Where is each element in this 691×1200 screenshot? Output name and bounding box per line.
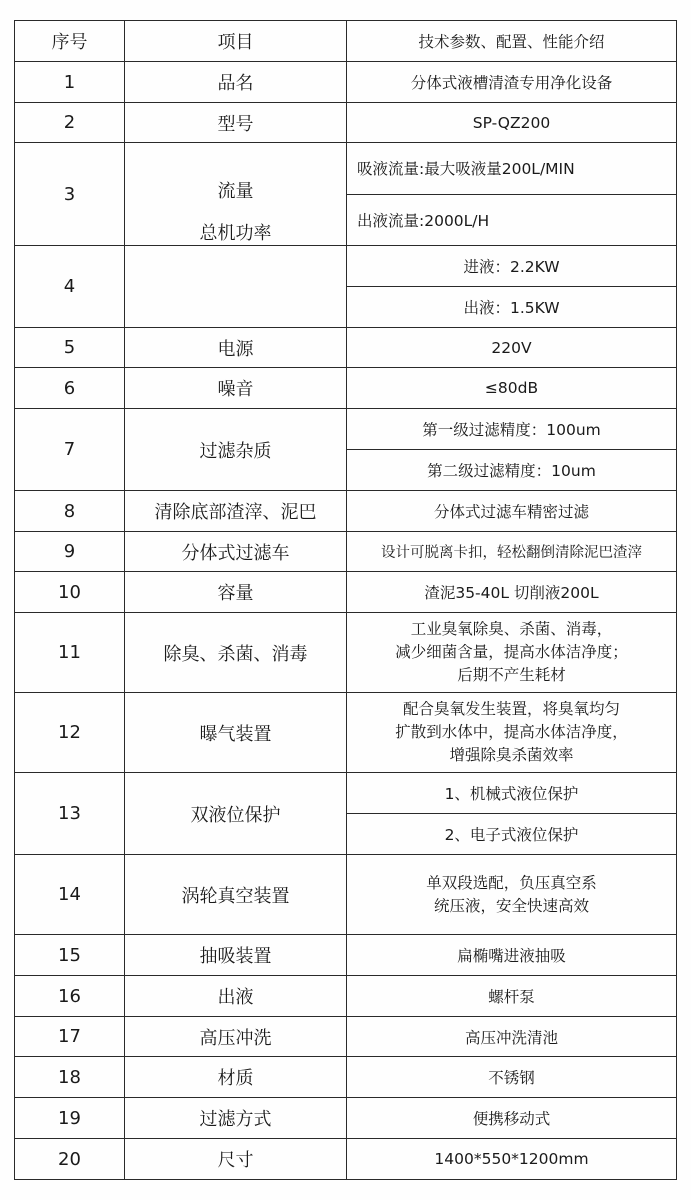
row-param-multiline (347, 613, 677, 693)
table-row (15, 1057, 677, 1098)
row-param: 螺杆泵 (347, 976, 677, 1017)
row-param: 分体式液槽清渣专用净化设备 (347, 62, 677, 103)
table-row (15, 855, 677, 935)
param-line: 扩散到水体中，提高水体洁净度， (395, 723, 628, 741)
row-param: 第二级过滤精度：10um (347, 450, 677, 491)
table-row (15, 368, 677, 409)
row-param-multiline (347, 855, 677, 935)
row-number: 9 (15, 532, 125, 572)
row-item: 流量 (217, 181, 254, 202)
row-item: 除臭、杀菌、消毒 (125, 613, 347, 693)
row-item-cell (125, 143, 347, 246)
row-param: 出液流量:2000L/H (347, 194, 677, 246)
table-row (15, 976, 677, 1017)
param-line: 增强除臭杀菌效率 (449, 746, 574, 764)
row-item: 抽吸装置 (125, 935, 347, 976)
row-param: 吸液流量:最大吸液量200L/MIN (347, 143, 677, 195)
param-line: 单双段选配，负压真空系 (426, 873, 597, 892)
row-number: 3 (15, 143, 125, 246)
row-param: 第一级过滤精度：100um (347, 409, 677, 450)
row-item: 涡轮真空装置 (125, 855, 347, 935)
spec-table (14, 20, 677, 1180)
row-number: 19 (15, 1098, 125, 1139)
row-param: 高压冲洗清池 (347, 1017, 677, 1057)
row-param: 渣泥35-40L 切削液200L (347, 572, 677, 613)
table-row (15, 1139, 677, 1180)
row-param: 1400*550*1200mm (347, 1139, 677, 1180)
row-number: 5 (15, 328, 125, 368)
row-number: 7 (15, 409, 125, 491)
row-item: 清除底部渣滓、泥巴 (125, 491, 347, 532)
row-param: 2、电子式液位保护 (347, 814, 677, 855)
row-number: 11 (15, 613, 125, 693)
row-item: 材质 (125, 1057, 347, 1098)
table-row (15, 409, 677, 450)
table-row (15, 1017, 677, 1057)
row-item: 型号 (125, 103, 347, 143)
row-param: 不锈钢 (347, 1057, 677, 1098)
row-item: 容量 (125, 572, 347, 613)
row-item: 过滤方式 (125, 1098, 347, 1139)
row-number: 15 (15, 935, 125, 976)
row-item: 电源 (125, 328, 347, 368)
row-number: 1 (15, 62, 125, 103)
row-item: 曝气装置 (125, 693, 347, 773)
row-number: 17 (15, 1017, 125, 1057)
table-row (15, 62, 677, 103)
row-number: 4 (15, 246, 125, 328)
table-row (15, 532, 677, 572)
row-param: SP-QZ200 (347, 103, 677, 143)
row-number: 16 (15, 976, 125, 1017)
row-item: 品名 (125, 62, 347, 103)
row-number: 12 (15, 693, 125, 773)
table-row (15, 935, 677, 976)
row-param: 进液：2.2KW (347, 246, 677, 287)
row-item: 尺寸 (125, 1139, 347, 1180)
table-row (15, 328, 677, 368)
table-row (15, 1098, 677, 1139)
row-param: ≤80dB (347, 368, 677, 409)
param-line: 统压液，安全快速高效 (433, 896, 589, 915)
row-param: 分体式过滤车精密过滤 (347, 491, 677, 532)
table-row (15, 103, 677, 143)
row-number: 20 (15, 1139, 125, 1180)
row-number: 8 (15, 491, 125, 532)
table-row (15, 572, 677, 613)
row-item: 噪音 (125, 368, 347, 409)
row-item: 出液 (125, 976, 347, 1017)
param-line: 配合臭氧发生装置，将臭氧均匀 (402, 700, 620, 718)
header-no: 序号 (15, 21, 125, 62)
row-item: 双液位保护 (125, 773, 347, 855)
row-item: 高压冲洗 (125, 1017, 347, 1057)
table-row (15, 491, 677, 532)
table-row (15, 143, 677, 195)
param-line: 工业臭氧除臭、杀菌、消毒， (410, 620, 613, 638)
row-param: 220V (347, 328, 677, 368)
row-param: 便携移动式 (347, 1098, 677, 1139)
header-row (15, 21, 677, 62)
row-param: 扁椭嘴进液抽吸 (347, 935, 677, 976)
row-param: 设计可脱离卡扣，轻松翻倒清除泥巴渣滓 (347, 532, 677, 572)
row-param: 出液：1.5KW (347, 287, 677, 328)
row-number: 18 (15, 1057, 125, 1098)
row-item-empty (125, 246, 347, 328)
row-item: 分体式过滤车 (125, 532, 347, 572)
header-params: 技术参数、配置、性能介绍 (347, 21, 677, 62)
row-param-multiline (347, 693, 677, 773)
header-item: 项目 (125, 21, 347, 62)
row-number: 6 (15, 368, 125, 409)
param-line: 后期不产生耗材 (457, 666, 566, 684)
table-row (15, 773, 677, 814)
table-row (15, 693, 677, 773)
row-number: 10 (15, 572, 125, 613)
table-row (15, 246, 677, 287)
row-number: 13 (15, 773, 125, 855)
row-number: 14 (15, 855, 125, 935)
row-param: 1、机械式液位保护 (347, 773, 677, 814)
row-number: 2 (15, 103, 125, 143)
row-item-overflow: 总机功率 (199, 223, 272, 244)
table-row (15, 613, 677, 693)
row-item: 过滤杂质 (125, 409, 347, 491)
param-line: 减少细菌含量，提高水体洁净度； (395, 643, 628, 661)
